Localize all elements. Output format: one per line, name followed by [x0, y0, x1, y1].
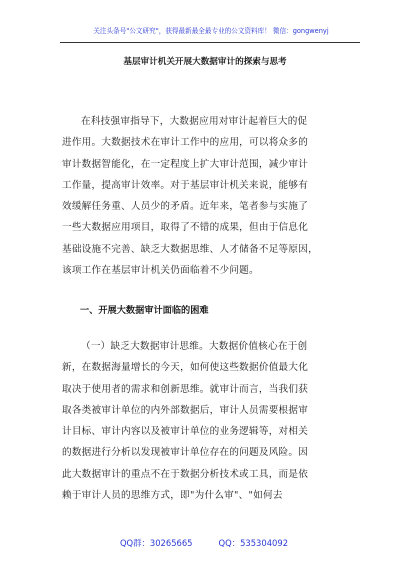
intro-line: 效缓解任务重、人员少的矛盾。近年来，笔者参与实施了 — [62, 201, 309, 213]
section-line: 赖于审计人员的思维方式，即"为什么审"、"如何去 — [62, 490, 283, 502]
section-line: 的数据进行分析以发现被审计单位存在的问题及风险。因 — [62, 447, 309, 459]
intro-line: 在科技强审指导下，大数据应用对审计起着巨大的促 — [81, 116, 308, 127]
header-divider — [60, 42, 360, 43]
section-heading: 一、开展大数据审计面临的困难 — [80, 305, 209, 316]
section-line: （一）缺乏大数据审计思维。大数据价值核心在于创 — [81, 341, 308, 352]
section-line: 取各类被审计单位的内外部数据后，审计人员需要根据审 — [62, 404, 309, 416]
footer-contact — [0, 537, 408, 549]
intro-line: 工作量，提高审计效率。对于基层审计机关来说，能够有 — [62, 179, 309, 191]
qq-group-text: QQ群：30265665 — [119, 538, 193, 548]
section-line: 新，在数据海量增长的今天，如何使这些数据价值最大化 — [62, 362, 309, 374]
intro-line: 基础设施不完善、缺乏大数据思维、人才储备不足等原因， — [62, 243, 318, 255]
section-line: 取决于使用者的需求和创新思维。就审计而言，当我们获 — [62, 383, 309, 395]
section-1-paragraph — [62, 336, 344, 506]
document-title: 基层审计机关开展大数据审计的探索与思考 — [123, 57, 287, 67]
section-line: 计目标、审计内容以及被审计单位的业务逻辑等，对相关 — [62, 426, 309, 438]
intro-line: 一些大数据应用项目，取得了不错的成果，但由于信息化 — [62, 222, 309, 234]
header-banner: 关注头条号"公文研究"，获得最新最全最专业的公文资料库！ 微信：gongwenyj — [93, 27, 329, 35]
intro-line: 审计数据智能化，在一定程度上扩大审计范围，减少审计 — [62, 158, 309, 170]
intro-line: 该项工作在基层审计机关仍面临着不少问题。 — [62, 265, 259, 277]
intro-line: 进作用。大数据技术在审计工作中的应用，可以将众多的 — [62, 137, 309, 149]
qq-text: QQ：535304092 — [218, 538, 289, 548]
intro-paragraph — [62, 111, 344, 281]
section-line: 此大数据审计的重点不在于数据分析技术或工具，而是依 — [62, 468, 309, 480]
